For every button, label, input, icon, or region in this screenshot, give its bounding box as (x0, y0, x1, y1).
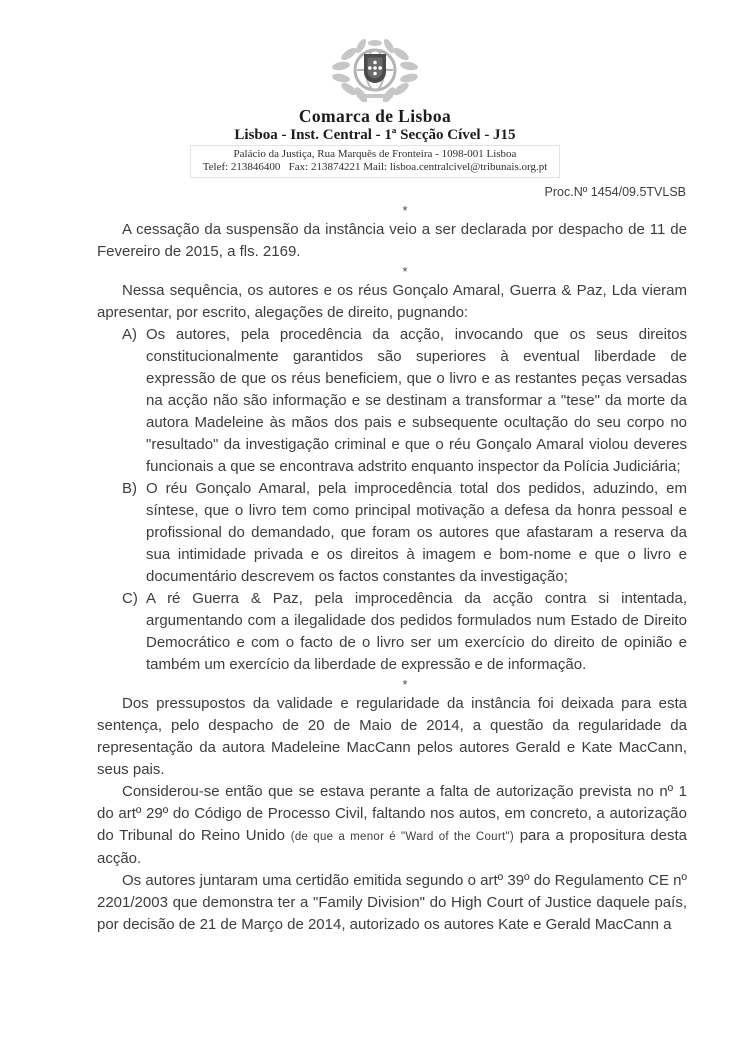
section-separator: * (402, 677, 408, 692)
court-name: Comarca de Lisboa (298, 106, 452, 126)
list-marker-c: C) (122, 590, 138, 607)
list-item-b (97, 478, 687, 588)
document-header (0, 0, 750, 178)
coat-of-arms-icon (327, 38, 423, 102)
list-item-c (97, 588, 687, 676)
paragraph-authorization-text: Considerou-se então que se estava perante a falta de autorização prevista no nº 1 do artº 29º do Código de Processo Civil, faltando nos autos, em concreto, a autorização do Tribunal do Reino Unido (97, 783, 687, 844)
list-text-c: A ré Guerra & Paz, pela improcedência da acção contra si intentada, argumentando com a ilegalidade dos pedidos formulados num Estado de Direito Democrático e com o facto de o livro ser um exercício do direito de opinião e também um exercício da liberdade de expressão e de informação. (146, 590, 687, 673)
process-number: Proc.Nº 1454/09.5TVLSB (544, 185, 686, 199)
list-text-b: O réu Gonçalo Amaral, pela improcedência total dos pedidos, aduzindo, em síntese, que o livro tem como principal motivação a defesa da honra pessoal e profissional do demandado, que foram os autores que afastaram a reserva da sua intimidade privada e os direitos à imagem e bom-nome e que o livro e documentário descrevem os factos constantes da investigação; (146, 480, 687, 585)
list-text-a: Os autores, pela procedência da acção, invocando que os seus direitos constitucionalmente garantidos são superiores à eventual liberdade de expressão de que os réus beneficiem, que o livro e as restantes peças versadas na acção não são informação e se destinam a transformar a "tese" da morte da autora Madeleine às mãos dos pais e subsequente ocultação do seu corpo no "resultado" da investigação criminal e que o réu Gonçalo Amaral violou deveres funcionais a que se encontrava adstrito enquanto inspector da Polícia Judiciária; (146, 326, 687, 475)
court-section: Lisboa - Inst. Central - 1ª Secção Cível - J15 (234, 127, 516, 143)
paragraph-presuppositions: Dos pressupostos da validade e regularidade da instância foi deixada para esta sentença, pelo despacho de 20 de Maio de 2014, a questão da regularidade da representação da autora Madeleine MacCann pelos autores Gerald e Kate MacCann, seus pais. (97, 695, 687, 778)
paragraph-cessation: A cessação da suspensão da instância veio a ser declarada por despacho de 11 de Fevereiro de 2015, a fls. 2169. (97, 221, 687, 260)
paragraph-sequence: Nessa sequência, os autores e os réus Gonçalo Amaral, Guerra & Paz, Lda vieram apresentar, por escrito, alegações de direito, pugnando: (97, 282, 687, 321)
section-separator: * (402, 203, 408, 218)
paragraph-authorization (97, 781, 687, 870)
list-item-a (97, 324, 687, 478)
section-separator: * (402, 264, 408, 279)
court-address: Palácio da Justiça, Rua Marquês de Fronteira - 1098-001 Lisboa (233, 148, 517, 160)
list-marker-a: A) (122, 326, 137, 343)
paragraph-certificate: Os autores juntaram uma certidão emitida segundo o artº 39º do Regulamento CE nº 2201/2003 que demonstra ter a "Family Division" do High Court of Justice daquele país, por decisão de 21 de Março de 2014, autorizado os autores Kate e Gerald MacCann a (97, 872, 687, 933)
paragraph-authorization-parenthetical: (de que a menor é "Ward of the Court") (290, 831, 514, 843)
paragraph-authorization-tail: para a propositura desta acção. (97, 827, 687, 867)
court-contacts: Telef: 213846400 Fax: 213874221 Mail: lisboa.centralcivel@tribunais.org.pt (202, 161, 548, 173)
court-address-box (190, 145, 561, 178)
list-marker-b: B) (122, 480, 137, 497)
document-body (97, 202, 687, 936)
